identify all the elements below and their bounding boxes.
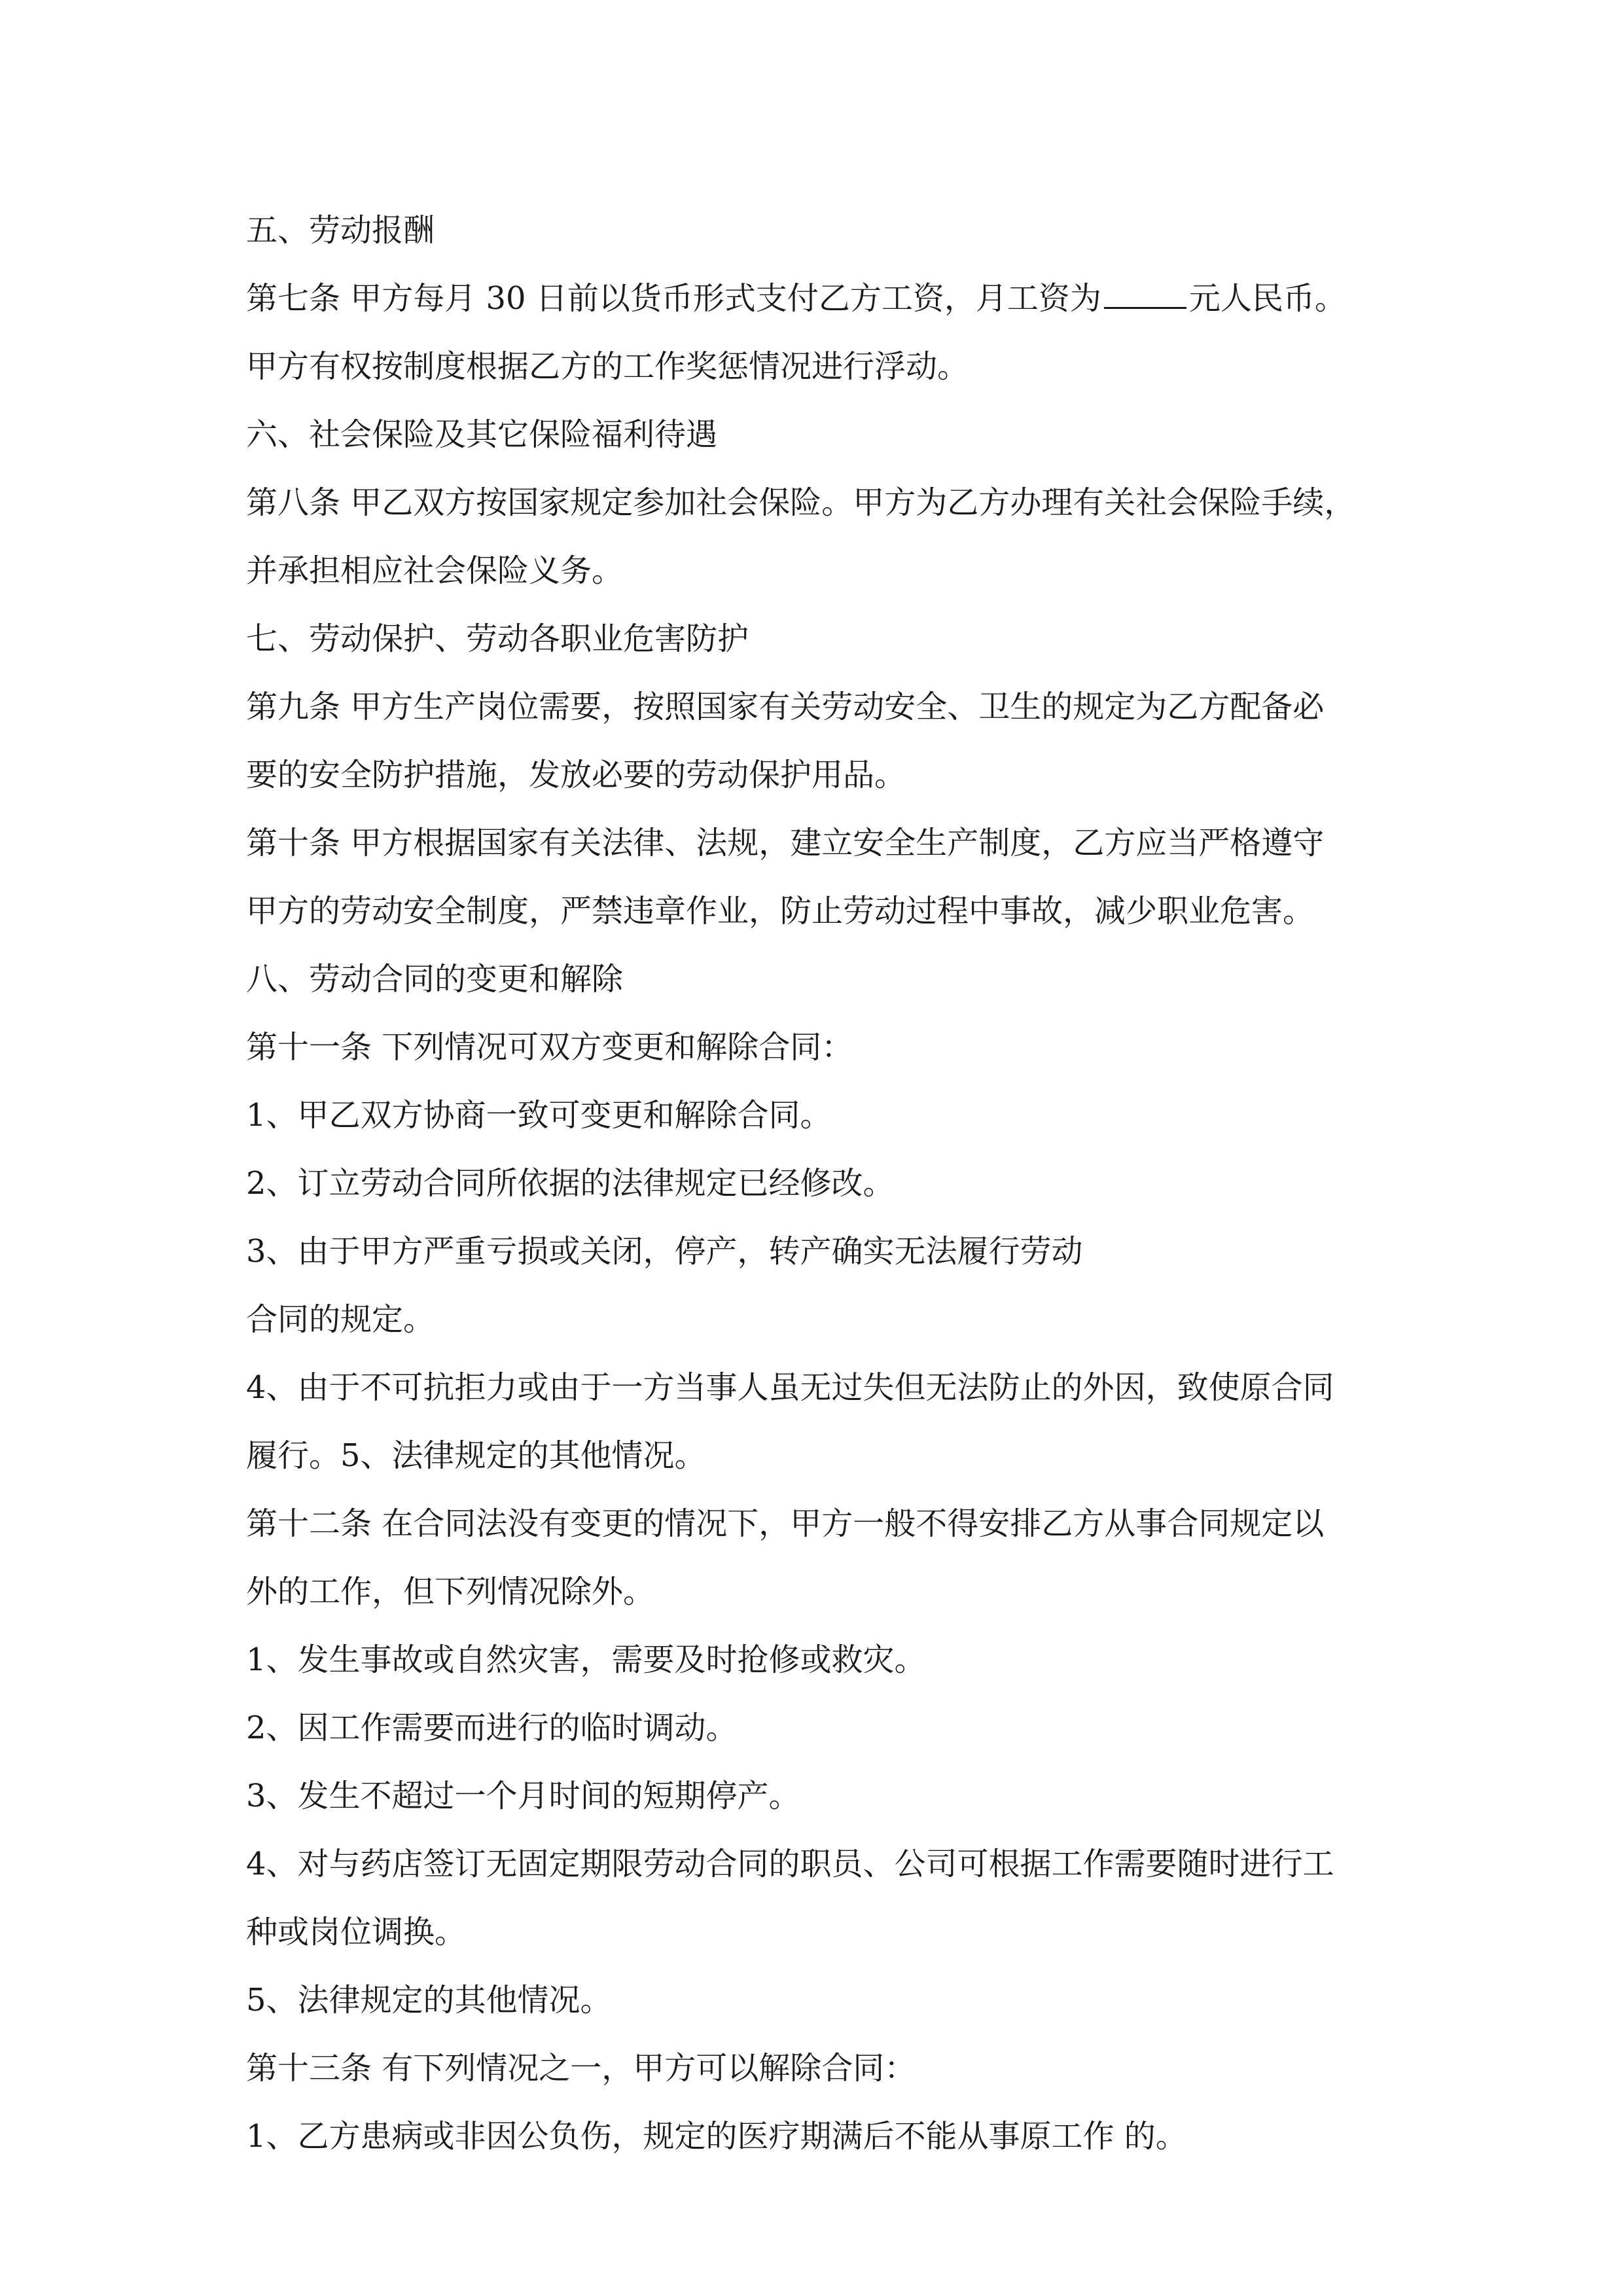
article-11-item-1: 1、甲乙双方协商一致可变更和解除合同。 <box>246 1097 832 1134</box>
article-13-heading: 第十三条 有下列情况之一，甲方可以解除合同： <box>246 2050 916 2087</box>
article-11-item-2: 2、订立劳动合同所依据的法律规定已经修改。 <box>246 1165 895 1202</box>
article-7-line-2: 甲方有权按制度根据乙方的工作奖惩情况进行浮动。 <box>246 348 969 385</box>
article-12-line-1: 第十二条 在合同法没有变更的情况下，甲方一般不得安排乙方从事合同规定以 <box>246 1505 1325 1542</box>
article-12-item-2: 2、因工作需要而进行的临时调动。 <box>246 1710 738 1746</box>
article-9-line-1: 第九条 甲方生产岗位需要，按照国家有关劳动安全、卫生的规定为乙方配备必 <box>246 689 1325 725</box>
section-heading-8: 八、劳动合同的变更和解除 <box>246 961 624 997</box>
article-11-item-3: 3、由于甲方严重亏损或关闭，停产，转产确实无法履行劳动 <box>246 1233 1083 1270</box>
section-heading-7: 七、劳动保护、劳动各职业危害防护 <box>246 620 749 657</box>
article-10-line-1: 第十条 甲方根据国家有关法律、法规，建立安全生产制度，乙方应当严格遵守 <box>246 825 1325 861</box>
article-12-item-4: 4、对与药店签订无固定期限劳动合同的职员、公司可根据工作需要随时进行工 <box>246 1846 1334 1882</box>
article-7-line-1 <box>246 264 1391 332</box>
article-8-line-1: 第八条 甲乙双方按国家规定参加社会保险。甲方为乙方办理有关社会保险手续， <box>246 484 1356 521</box>
article-12-item-1: 1、发生事故或自然灾害，需要及时抢修或救灾。 <box>246 1641 926 1678</box>
article-9-line-2: 要的安全防护措施，发放必要的劳动保护用品。 <box>246 757 906 793</box>
article-11-item-3-cont: 合同的规定。 <box>246 1301 435 1338</box>
article-10-line-2: 甲方的劳动安全制度，严禁违章作业，防止劳动过程中事故，减少职业危害。 <box>246 893 1315 929</box>
article-8-line-2: 并承担相应社会保险义务。 <box>246 552 624 589</box>
document-body <box>246 196 1391 2170</box>
article-12-line-2: 外的工作，但下列情况除外。 <box>246 1573 655 1610</box>
article-11-item-4-cont: 履行。5、法律规定的其他情况。 <box>246 1437 706 1474</box>
article-12-item-3: 3、发生不超过一个月时间的短期停产。 <box>246 1778 800 1814</box>
article-7-after-blank: 元人民币。 <box>1188 280 1346 317</box>
section-heading-5: 五、劳动报酬 <box>246 212 435 249</box>
article-12-item-4-cont: 种或岗位调换。 <box>246 1914 467 1950</box>
article-11-item-4: 4、由于不可抗拒力或由于一方当事人虽无过失但无法防止的外因，致使原合同 <box>246 1369 1334 1406</box>
article-13-item-1: 1、乙方患病或非因公负伤，规定的医疗期满后不能从事原工作 的。 <box>246 2118 1187 2155</box>
section-heading-6: 六、社会保险及其它保险福利待遇 <box>246 416 718 453</box>
salary-blank <box>1104 282 1186 309</box>
article-12-item-5: 5、法律规定的其他情况。 <box>246 1982 612 2018</box>
article-7-before-blank: 第七条 甲方每月 30 日前以货币形式支付乙方工资，月工资为 <box>246 280 1101 317</box>
article-11-heading: 第十一条 下列情况可双方变更和解除合同： <box>246 1029 853 1066</box>
